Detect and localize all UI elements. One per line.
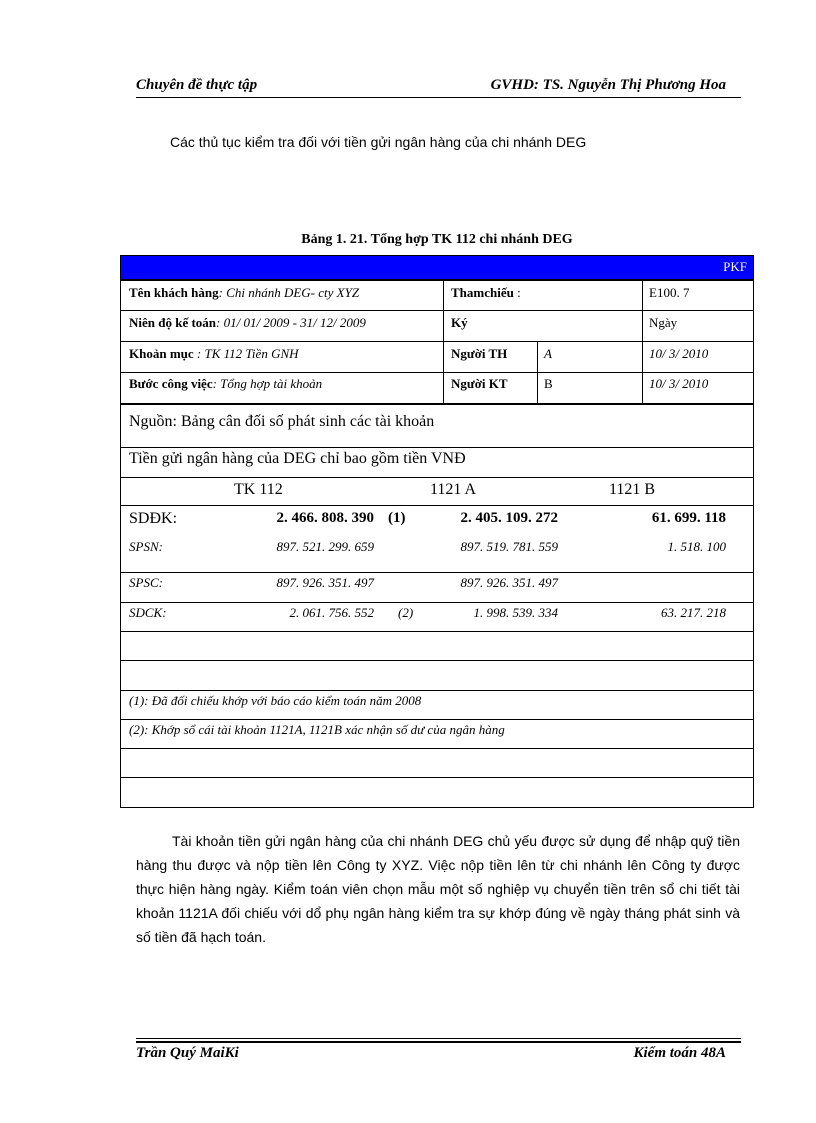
sdck-mark: (2): [398, 605, 414, 620]
footnote-1: (1): Đã đối chiếu khớp với báo cáo kiểm toán năm 2008: [129, 693, 422, 708]
header-left: Chuyên đề thực tập: [136, 77, 258, 93]
sdck-1121a: 1. 998. 539. 334: [473, 605, 558, 620]
footer-left: Trần Quý MaiKi: [136, 1045, 239, 1061]
column-header-1121b: 1121 B: [609, 481, 656, 498]
source-note: Nguồn: Bảng cân đối số phát sinh các tài khoản: [129, 413, 435, 430]
firm-bar: [120, 255, 754, 280]
intro-text: Các thủ tục kiểm tra đối với tiền gửi ngân hàng của chi nhánh DEG: [170, 134, 587, 150]
footer-right: Kiểm toán 48A: [633, 1045, 726, 1061]
spsn-1121a: 897. 519. 781. 559: [460, 539, 558, 554]
body-paragraph: Tài khoản tiền gửi ngân hàng của chi nhánh DEG chủ yếu được sử dụng để nhập quỹ tiền hàng thu được và nộp tiền lên Công ty XYZ. Việc nộp tiền lên từ chi nhánh lên Công ty được thực hiện hàng ngày. Kiểm toán viên chọn mẫu một số nghiệp vụ chuyển tiền trên sổ chi tiết tài khoản 1121A đối chiếu với dổ phụ ngân hàng kiểm tra sự khớp đúng về ngày tháng phát sinh và số tiền đã hạch toán.: [136, 833, 740, 945]
footer-rule-bottom: [136, 1041, 741, 1043]
date-label: Ngày: [649, 315, 678, 330]
client-row: Tên khách hàng: Chi nhánh DEG- cty XYZ: [129, 285, 360, 300]
sign-label: Ký: [451, 315, 468, 330]
column-header-tk112: TK 112: [234, 481, 283, 498]
reviewer-value: B: [544, 376, 553, 391]
step-row: Bước công việc: Tổng hợp tài khoản: [129, 376, 323, 391]
spsc-tk112: 897. 926. 351. 497: [276, 575, 374, 590]
sdck-1121b: 63. 217. 218: [661, 605, 726, 620]
reviewer-label: Người KT: [451, 376, 508, 391]
reviewer-date: 10/ 3/ 2010: [649, 376, 709, 391]
reference-cell: Thamchiếu :: [451, 285, 521, 300]
firm-name: PKF: [723, 259, 747, 274]
row-label-sddk: SDĐK:: [129, 510, 178, 527]
spsn-tk112: 897. 521. 299. 659: [276, 539, 374, 554]
reference-value: E100. 7: [649, 285, 690, 300]
table-caption: Bảng 1. 21. Tổng hợp TK 112 chi nhánh DEG: [301, 232, 573, 247]
preparer-date: 10/ 3/ 2010: [649, 346, 709, 361]
footer-rule-top: [136, 1038, 741, 1039]
period-row: Niên độ kế toán: 01/ 01/ 2009 - 31/ 12/ 2009: [129, 315, 366, 330]
sdck-tk112: 2. 061. 756. 552: [289, 605, 374, 620]
preparer-label: Người TH: [451, 346, 508, 361]
spsn-1121b: 1. 518. 100: [667, 539, 726, 554]
spsc-1121a: 897. 926. 351. 497: [460, 575, 558, 590]
sddk-tk112: 2. 466. 808. 390: [276, 510, 374, 526]
header-rule: [136, 97, 741, 98]
sddk-1121a: 2. 405. 109. 272: [460, 510, 558, 526]
footnote-2: (2): Khớp sổ cái tài khoản 1121A, 1121B xác nhận số dư của ngân hàng: [129, 722, 505, 737]
preparer-value: A: [544, 346, 552, 361]
header-right: GVHD: TS. Nguyễn Thị Phương Hoa: [490, 77, 726, 93]
row-label-sdck: SDCK:: [129, 605, 167, 620]
column-header-1121a: 1121 A: [430, 481, 477, 498]
vnd-note: Tiền gửi ngân hàng của DEG chỉ bao gồm tiền VNĐ: [129, 450, 466, 467]
row-label-spsn: SPSN:: [129, 539, 163, 554]
row-label-spsc: SPSC:: [129, 575, 163, 590]
working-paper-table: [120, 255, 754, 808]
sddk-mark: (1): [388, 510, 406, 526]
sddk-1121b: 61. 699. 118: [651, 510, 726, 526]
item-row: Khoản mục : TK 112 Tiền GNH: [129, 346, 299, 361]
